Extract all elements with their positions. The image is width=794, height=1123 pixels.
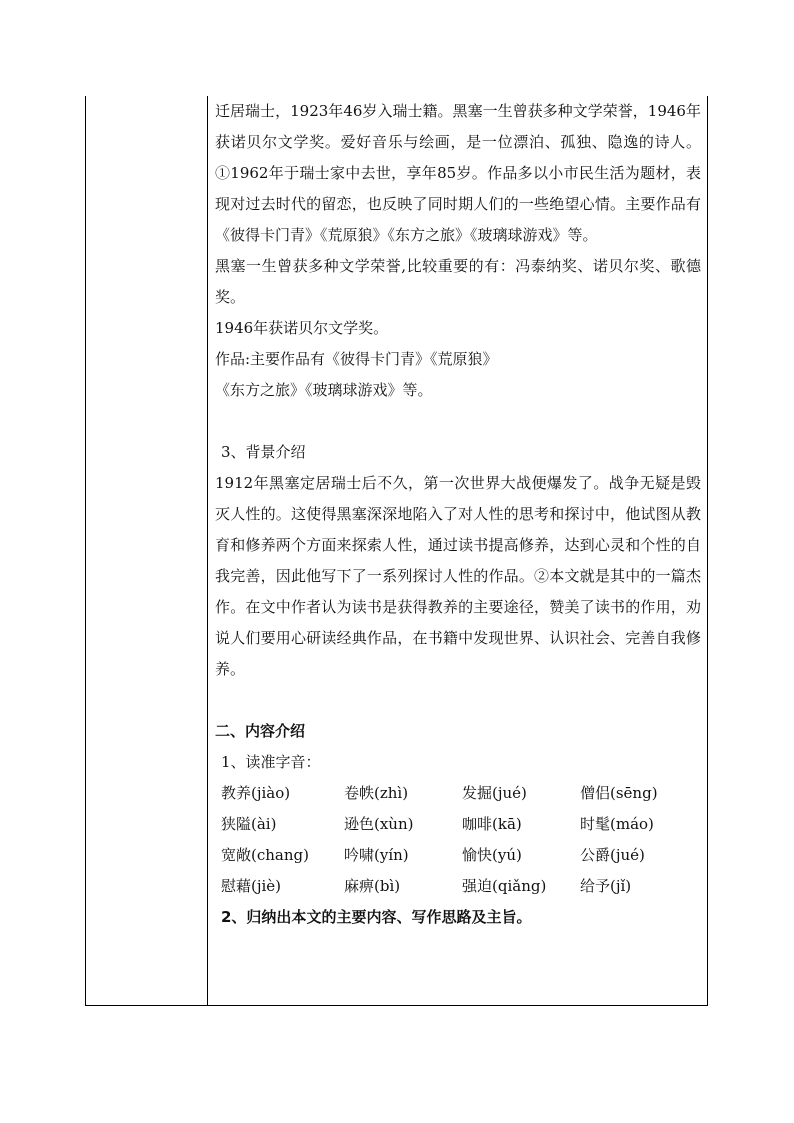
works-line-2: 《东方之旅》《玻璃球游戏》等。 xyxy=(215,381,433,399)
pinyin-row xyxy=(215,809,701,840)
summary-question: 2、归纳出本文的主要内容、写作思路及主旨。 xyxy=(221,908,532,926)
pinyin-word: 公爵(jué) xyxy=(580,846,645,864)
pinyin-word: 吟啸(yín) xyxy=(344,846,409,864)
pinyin-word: 愉快(yú) xyxy=(462,846,522,864)
pinyin-word: 麻痹(bì) xyxy=(344,877,401,895)
pinyin-word: 卷帙(zhì) xyxy=(344,784,409,802)
awards-paragraph: 黑塞一生曾获多种文学荣誉,比较重要的有：冯泰纳奖、诺贝尔奖、歌德奖。 xyxy=(215,257,701,306)
pinyin-word: 发掘(jué) xyxy=(462,784,527,802)
pinyin-word: 咖啡(kā) xyxy=(462,815,522,833)
pronunciation-heading: 1、读准字音： xyxy=(221,753,321,771)
pinyin-row xyxy=(215,871,701,902)
nobel-line: 1946年获诺贝尔文学奖。 xyxy=(215,319,389,337)
pinyin-word: 逊色(xùn) xyxy=(344,815,414,833)
pinyin-word: 时髦(máo) xyxy=(580,815,654,833)
pinyin-row xyxy=(215,778,701,809)
pinyin-row xyxy=(215,840,701,871)
pinyin-word: 宽敞(chang) xyxy=(221,846,309,864)
spacer xyxy=(215,406,701,437)
background-heading: 3、背景介绍 xyxy=(221,443,306,461)
background-paragraph: 1912年黑塞定居瑞士后不久，第一次世界大战便爆发了。战争无疑是毁灭人性的。这使得黑塞深深地陷入了对人性的思考和探讨中，他试图从教育和修养两个方面来探索人性，通过读书提高修养，达到心灵和个性的自我完善，因此他写下了一系列探讨人性的作品。②本文就是其中的一篇杰作。在文中作者认为读书是获得教养的主要途径，赞美了读书的作用，劝说人们要用心研读经典作品，在书籍中发现世界、认识社会、完善自我修养。 xyxy=(215,474,701,678)
content-intro-heading: 二、内容介绍 xyxy=(215,722,306,740)
content-cell xyxy=(215,96,701,933)
bio-paragraph: 迁居瑞士，1923年46岁入瑞士籍。黑塞一生曾获多种文学荣誉，1946年获诺贝尔文学奖。爱好音乐与绘画，是一位漂泊、孤独、隐逸的诗人。①1962年于瑞士家中去世，享年85岁。作品多以小市民生活为题材，表现对过去时代的留恋，也反映了同时期人们的一些绝望心情。主要作品有《彼得卡门青》《荒原狼》《东方之旅》《玻璃球游戏》等。 xyxy=(215,102,701,244)
pinyin-word: 僧侣(sēng) xyxy=(580,784,658,802)
pinyin-word: 慰藉(jiè) xyxy=(221,877,282,895)
lesson-table xyxy=(85,96,708,1006)
spacer xyxy=(215,685,701,716)
works-line: 作品:主要作品有《彼得卡门青》《荒原狼》 xyxy=(215,350,498,368)
pinyin-word: 强迫(qiǎng) xyxy=(462,877,547,895)
pinyin-word: 狭隘(ài) xyxy=(221,815,277,833)
pinyin-word: 教养(jiào) xyxy=(221,784,291,802)
column-divider xyxy=(207,96,208,1005)
pinyin-word: 给予(jǐ) xyxy=(580,877,632,895)
